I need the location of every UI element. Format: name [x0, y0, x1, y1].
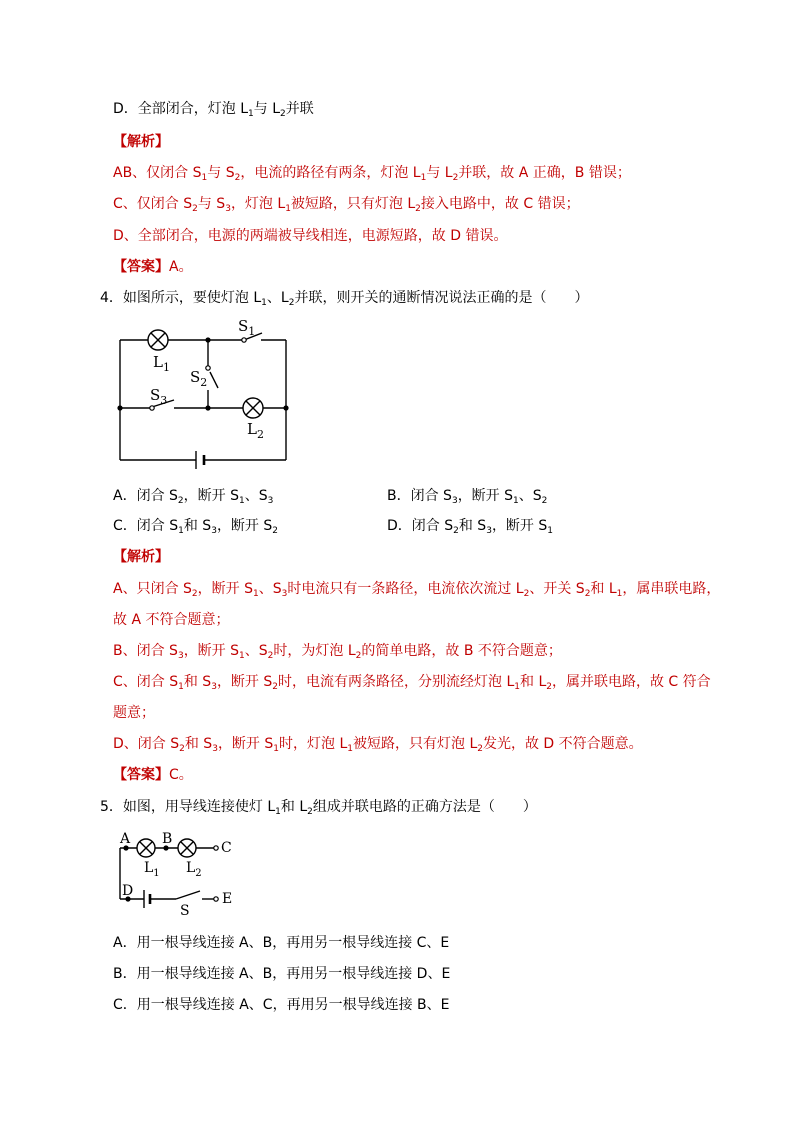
option-c: C．用一根导线连接 A、C，再用另一根导线连接 B、E: [113, 997, 450, 1013]
option-d-prev: D．全部闭合，灯泡 $L_1$与 $L_2$并联: [113, 101, 314, 119]
label-l2: $L_2$: [186, 860, 202, 879]
label-s3: $S_3$: [150, 386, 168, 407]
analysis-line: B、闭合 $S_3$，断开 $S_1$、$S_2$时，为灯泡 $L_2$的简单电路，故 B 不符合题意；: [113, 643, 562, 661]
label-s1: $S_1$: [238, 317, 256, 338]
analysis-line: 故 A 不符合题意；: [113, 612, 230, 628]
analysis-line: D、全部闭合，电源的两端被导线相连，电源短路，故 D 错误。: [113, 228, 508, 244]
circuit-diagram-q5: [115, 826, 245, 919]
answer-line: 【答案】A。: [113, 259, 193, 275]
label-l1: $L_1$: [144, 860, 160, 879]
label-d: D: [122, 883, 134, 899]
label-e: E: [222, 891, 233, 907]
label-a: A: [120, 831, 131, 847]
option-c: C．闭合 $S_1$和 $S_3$，断开 $S_2$: [113, 518, 279, 536]
analysis-line: C、仅闭合 $S_2$与 $S_3$，灯泡 $L_1$被短路，只有灯泡 $L_2$接入电路中，故 C 错误；: [113, 196, 580, 214]
label-c: C: [221, 840, 232, 856]
analysis-line: A、只闭合 $S_2$，断开 $S_1$、$S_3$时电流只有一条路径，电流依次流过 $L_2$、开关 $S_2$和 $L_1$，属串联电路，: [113, 581, 721, 599]
circuit-diagram-q4: [110, 315, 310, 475]
option-b: B．用一根导线连接 A、B，再用另一根导线连接 D、E: [113, 966, 451, 982]
label-b: B: [162, 831, 173, 847]
option-a: A．用一根导线连接 A、B，再用另一根导线连接 C、E: [113, 935, 450, 951]
option-b: B．闭合 $S_3$，断开 $S_1$、$S_2$: [387, 488, 548, 506]
label-s: S: [180, 903, 190, 919]
label-l1: $L_1$: [153, 353, 170, 374]
analysis-line: C、闭合 $S_1$和 $S_3$，断开 $S_2$时，电流有两条路径，分别流经灯泡 $L_1$和 $L_2$，属并联电路，故 C 符合: [113, 674, 711, 692]
answer-line: 【答案】C。: [113, 767, 193, 783]
option-d: D．闭合 $S_2$和 $S_3$，断开 $S_1$: [387, 518, 554, 536]
analysis-heading: 【解析】: [113, 549, 169, 565]
label-l2: $L_2$: [247, 420, 264, 441]
option-a: A．闭合 $S_2$，断开 $S_1$、$S_3$: [113, 488, 274, 506]
analysis-line: AB、仅闭合 $S_1$与 $S_2$，电流的路径有两条，灯泡 $L_1$与 $L_2$并联，故 A 正确，B 错误；: [113, 165, 631, 183]
question-5-stem: 5．如图，用导线连接使灯 $L_1$和 $L_2$组成并联电路的正确方法是（ ）: [100, 799, 537, 817]
label-s2: $S_2$: [190, 368, 208, 389]
analysis-line: D、闭合 $S_2$和 $S_3$，断开 $S_1$时，灯泡 $L_1$被短路，只有灯泡 $L_2$发光，故 D 不符合题意。: [113, 736, 643, 754]
analysis-line: 题意；: [113, 705, 155, 721]
question-4-stem: 4．如图所示，要使灯泡 $L_1$、$L_2$并联，则开关的通断情况说法正确的是（ ）: [100, 290, 589, 308]
analysis-heading: 【解析】: [113, 134, 169, 150]
